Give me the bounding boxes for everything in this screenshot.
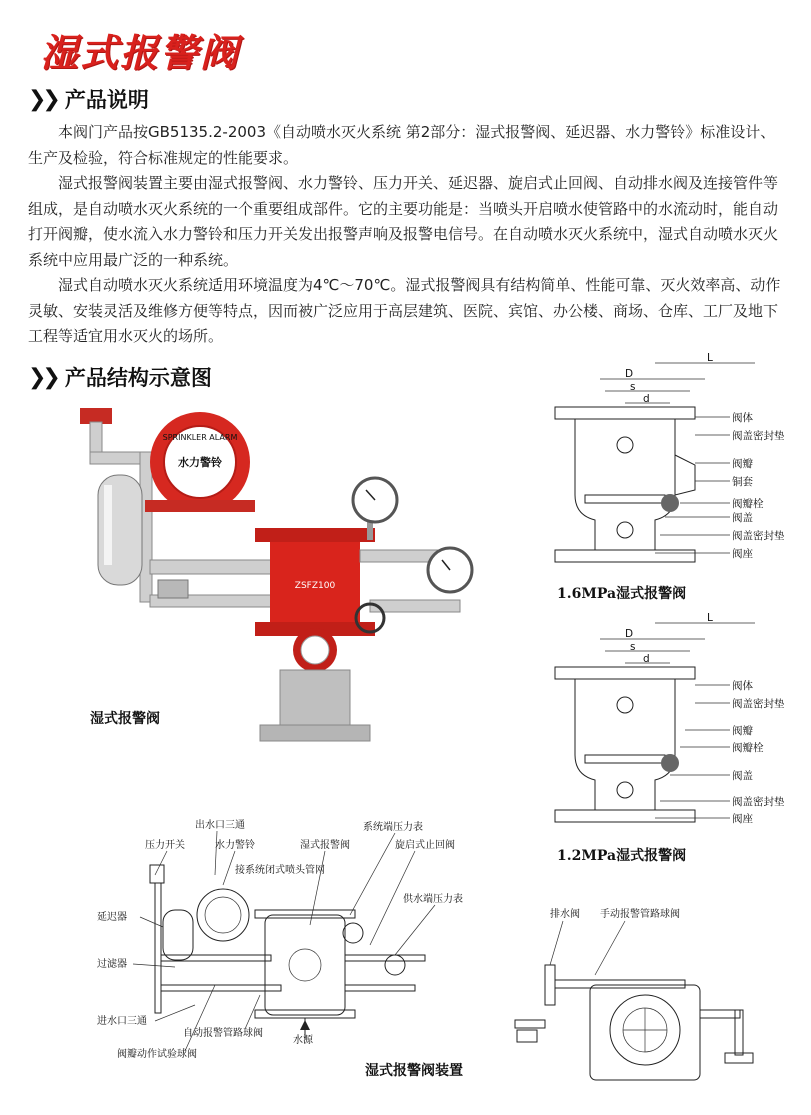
dim-L: L <box>707 352 713 364</box>
label-check-valve: 旋启式止回阀 <box>395 840 455 851</box>
filter-icon <box>158 580 188 598</box>
bell-ring-text: SPRINKLER ALARM <box>162 433 238 442</box>
pressure-switch-icon <box>150 865 164 883</box>
part-label: 阀盖 <box>732 512 753 524</box>
label-outlet-tee: 出水口三通 <box>195 820 245 831</box>
system-gauge-icon <box>343 923 363 943</box>
section-heading-text: 产品结构示意图 <box>64 366 212 390</box>
supply-gauge-icon <box>385 955 405 975</box>
dim-d: d <box>643 653 650 665</box>
double-chevron-icon: ❯❯ <box>28 364 57 390</box>
dim-s: s <box>630 381 636 393</box>
part-label: 阀座 <box>732 548 753 560</box>
section-heading-intro <box>28 84 149 114</box>
diagram-1-2mpa <box>545 612 805 835</box>
part-label: 阀瓣栓 <box>732 498 764 510</box>
label-auto-ball-valve: 自动报警管路球阀 <box>183 1028 263 1039</box>
label-water-source: 水源 <box>293 1035 313 1046</box>
part-label: 阀体 <box>732 412 753 424</box>
part-label: 阀体 <box>732 680 753 692</box>
intro-paragraph-1: 本阀门产品按GB5135.2-2003《自动喷水灭火系统 第2部分：湿式报警阀、延迟器、水力警铃》标准设计、生产及检验，符合标准规定的性能要求。 <box>28 123 776 167</box>
section-heading-structure <box>28 362 212 392</box>
label-test-ball-valve: 阀瓣动作试验球阀 <box>117 1049 197 1060</box>
dim-D: D <box>625 628 634 640</box>
part-label: 阀盖密封垫 <box>732 796 785 808</box>
retarder-icon <box>163 910 193 960</box>
part-label: 阀座 <box>732 813 753 825</box>
assembly-caption: 湿式报警阀装置 <box>365 1063 463 1079</box>
dim-L: L <box>707 612 713 624</box>
label-filter: 过滤器 <box>97 959 127 970</box>
part-label: 阀盖密封垫 <box>732 698 785 710</box>
valve-body-text: ZSFZ100 <box>294 581 336 591</box>
label-supply-gauge: 供水端压力表 <box>403 894 463 905</box>
intro-paragraph-2: 湿式报警阀装置主要由湿式报警阀、水力警铃、压力开关、延迟器、旋启式止回阀、自动排水阀及连接管件等组成，是自动喷水灭火系统的一个重要组成部件。它的主要功能是：当喷头开启喷水使管路中的水流动时，能自动打开阀瓣，使水流入水力警铃和压力开关发出报警声响及报警电信号。在自动喷水灭火系统中，湿式自动喷水灭火系统中应用最广泛的一种系统。 <box>28 174 779 269</box>
label-drain-valve: 排水阀 <box>550 909 580 920</box>
label-inlet-tee: 进水口三通 <box>97 1016 147 1027</box>
label-system-gauge: 系统端压力表 <box>363 822 423 833</box>
part-label: 阀瓣 <box>732 725 753 737</box>
section-heading-text: 产品说明 <box>64 88 149 112</box>
dim-d: d <box>643 393 650 405</box>
page-title: 湿式报警阀 <box>40 31 241 75</box>
label-manual-ball-valve: 手动报警管路球阀 <box>600 909 680 920</box>
dim-D: D <box>625 368 634 380</box>
part-label: 阀瓣栓 <box>732 742 764 754</box>
wet-valve-icon <box>265 915 345 1015</box>
drain-valve-icon <box>545 965 555 1005</box>
bell-center-text: 水力警铃 <box>178 456 222 469</box>
assembly-diagram <box>95 815 515 1085</box>
diagram-1-2mpa-caption: 1.2MPa湿式报警阀 <box>557 848 687 864</box>
part-label: 阀瓣 <box>732 458 753 470</box>
label-wet-valve: 湿式报警阀 <box>300 840 350 851</box>
label-retarder: 延迟器 <box>97 912 127 923</box>
label-pipe-network: 接系统闭式喷头管网 <box>235 865 325 876</box>
label-pressure-switch: 压力开关 <box>145 840 185 851</box>
diagram-1-6mpa <box>545 352 805 575</box>
photo-caption: 湿式报警阀 <box>90 711 160 727</box>
intro-paragraph-3: 湿式自动喷水灭火系统适用环境温度为4℃～70℃。湿式报警阀具有结构简单、性能可靠、灭火效率高、动作灵敏、安装灵活及维修方便等特点，因而被广泛应用于高层建筑、医院、宾馆、办公楼、商场、仓库、工厂及地下工程等适宜用水灭火的场所。 <box>28 276 781 345</box>
part-label: 阀盖 <box>732 770 753 782</box>
dim-s: s <box>630 641 636 653</box>
part-label: 铜套 <box>732 476 753 488</box>
part-label: 阀盖密封垫 <box>732 530 785 542</box>
label-alarm-bell: 水力警铃 <box>215 840 255 851</box>
double-chevron-icon: ❯❯ <box>28 86 57 112</box>
side-view-diagram <box>495 905 795 1095</box>
diagram-1-6mpa-caption: 1.6MPa湿式报警阀 <box>557 586 687 602</box>
part-label: 阀盖密封垫 <box>732 430 785 442</box>
